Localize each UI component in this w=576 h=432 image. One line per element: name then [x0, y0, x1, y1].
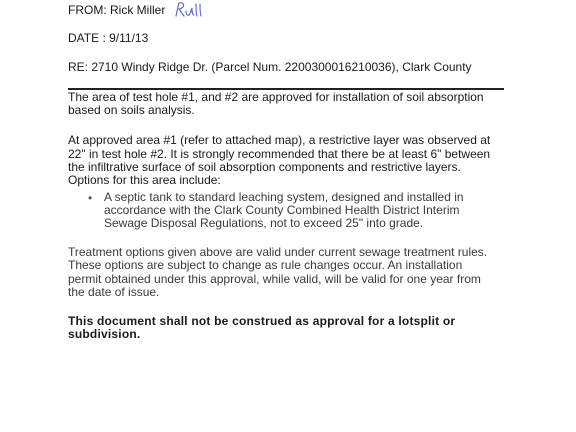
handwritten-initials: [174, 1, 204, 19]
para1-line-1: The area of test hole #1, and #2 are approved for installation of soil absorption: [68, 90, 484, 104]
para1-line-2: based on soils analysis.: [68, 103, 195, 117]
re-line: RE: 2710 Windy Ridge Dr. (Parcel Num. 2200300016210036), Clark County: [68, 60, 472, 74]
from-line: FROM: Rick Miller: [68, 3, 166, 17]
para3-line-2: These options are subject to change as rule changes occur. An installation: [68, 258, 463, 272]
bullet-line-3: Sewage Disposal Regulations, not to exceed 25" into grade.: [104, 216, 424, 230]
para4-line-1: This document shall not be construed as approval for a lotsplit or: [68, 314, 456, 328]
bullet-line-2: accordance with the Clark County Combined Health District Interim: [104, 203, 460, 217]
para2-line-4: Options for this area include:: [68, 173, 221, 187]
para2-line-2: 22" in test hole #2. It is strongly recommended that there be at least 6" between: [68, 147, 491, 161]
para2-line-3: the infiltrative surface of soil absorption components and restrictive layers.: [68, 160, 461, 174]
bullet-line-1: A septic tank to standard leaching system, designed and installed in: [104, 190, 464, 204]
para4-line-2: subdivision.: [68, 327, 141, 341]
para3-line-4: the date of issue.: [68, 285, 160, 299]
para3-line-3: permit obtained under this approval, while valid, will be valid for one year from: [68, 272, 481, 286]
bullet-marker: •: [88, 191, 93, 205]
date-line: DATE : 9/11/13: [68, 31, 149, 45]
para3-line-1: Treatment options given above are valid under current sewage treatment rules.: [68, 245, 488, 259]
para2-line-1: At approved area #1 (refer to attached map), a restrictive layer was observed at: [68, 133, 491, 147]
